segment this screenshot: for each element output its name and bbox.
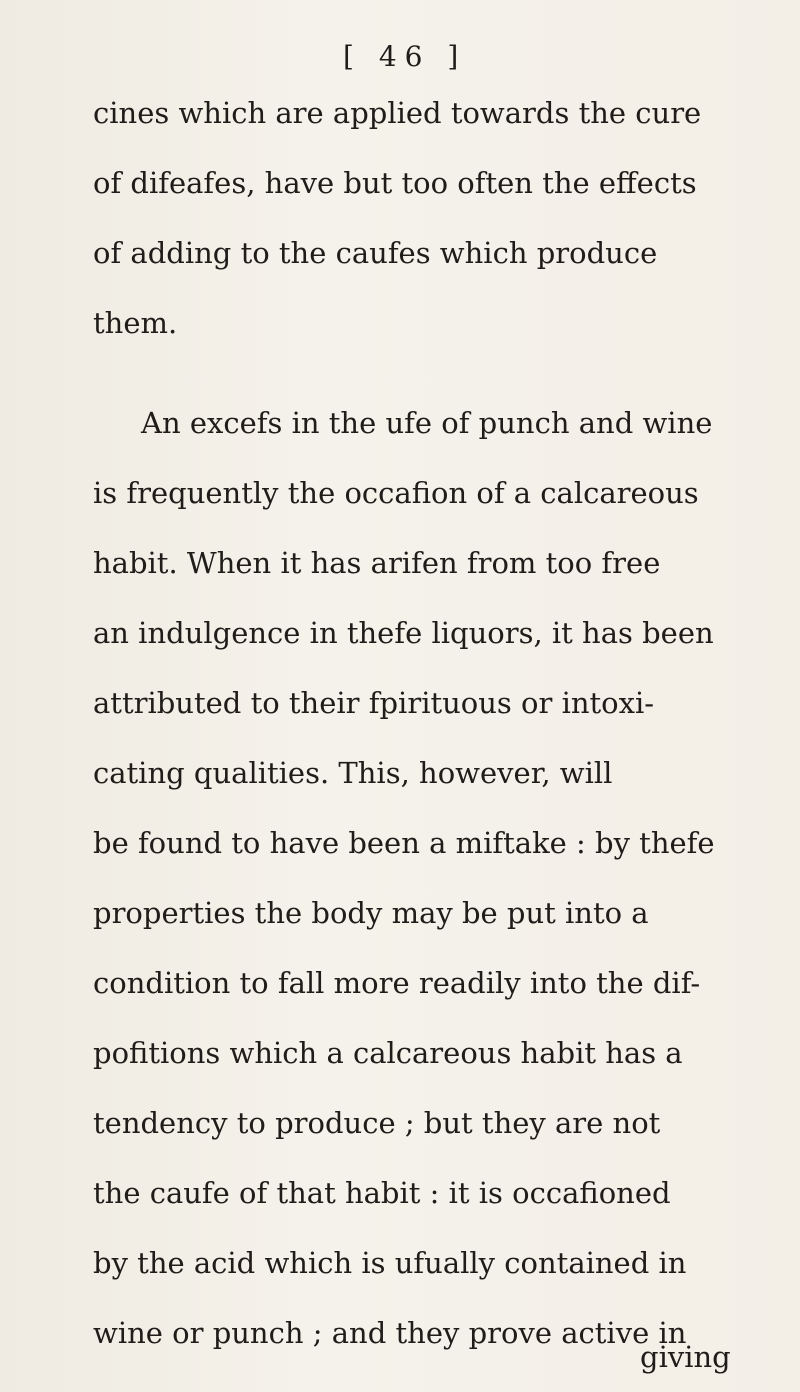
text-line: of adding to the caufes which produce	[93, 236, 658, 270]
paragraph-first-line: An excefs in the ufe of punch and wine	[141, 406, 713, 440]
text-line: the caufe of that habit : it is occafioned	[93, 1176, 671, 1210]
text-line: by the acid which is ufually contained in	[93, 1246, 687, 1280]
text-line: properties the body may be put into a	[93, 896, 649, 930]
text-line: habit. When it has arifen from too free	[93, 546, 661, 580]
page-number-header: [ 46 ]	[343, 40, 467, 73]
text-line: be found to have been a miftake : by thefe	[93, 826, 715, 860]
text-line: condition to fall more readily into the dif-	[93, 966, 701, 1000]
text-line: is frequently the occafion of a calcareous	[93, 476, 699, 510]
catchword: giving	[640, 1340, 731, 1374]
text-line: attributed to their fpirituous or intoxi-	[93, 686, 655, 720]
text-line: cines which are applied towards the cure	[93, 96, 702, 130]
text-line: cating qualities. This, however, will	[93, 756, 613, 790]
text-line: them.	[93, 306, 178, 340]
text-line: wine or punch ; and they prove active in	[93, 1316, 687, 1350]
text-line: tendency to produce ; but they are not	[93, 1106, 661, 1140]
text-line: of difeafes, have but too often the effects	[93, 166, 697, 200]
text-line: an indulgence in thefe liquors, it has been	[93, 616, 714, 650]
text-line: pofitions which a calcareous habit has a	[93, 1036, 683, 1070]
